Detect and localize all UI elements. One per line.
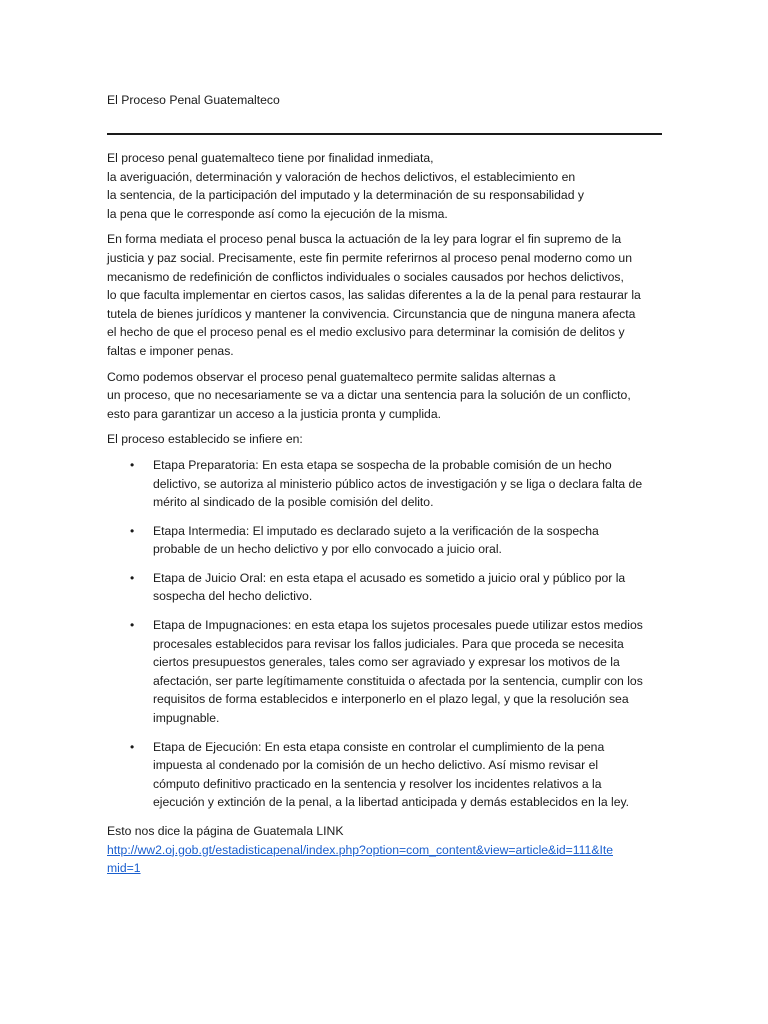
document-title: El Proceso Penal Guatemalteco: [107, 93, 280, 107]
list-item-line: impuesta al condenado por la comisión de un hecho delictivo. Así mismo revisar el: [153, 758, 599, 773]
list-item-preparatoria: [107, 456, 667, 512]
paragraph-line: un proceso, que no necesariamente se va a dictar una sentencia para la solución de un conflicto,: [107, 388, 631, 403]
paragraph-line: la pena que le corresponde así como la ejecución de la misma.: [107, 206, 448, 221]
paragraph-line: tutela de bienes jurídicos y mantener la convivencia. Circunstancia que de ninguna manera afecta: [107, 306, 636, 321]
paragraph-line: En forma mediata el proceso penal busca la actuación de la ley para lograr el fin supremo de la: [107, 232, 622, 247]
list-item-line: cómputo definitivo practicado en la sentencia y resolver los incidentes relativos a la: [153, 776, 602, 791]
list-item-line: Etapa de Juicio Oral: en esta etapa el acusado es sometido a juicio oral y público por la: [153, 570, 626, 585]
bullet-icon: •: [130, 457, 135, 472]
paragraph-line: la averiguación, determinación y valoración de hechos delictivos, el establecimiento en: [107, 169, 576, 184]
document-body: [107, 149, 667, 878]
source-link-line[interactable]: mid=1: [107, 861, 141, 876]
paragraph-line: la sentencia, de la participación del imputado y la determinación de su responsabilidad y: [107, 188, 584, 203]
source-text: Esto nos dice la página de Guatemala LINK: [107, 824, 344, 838]
list-item-line: ciertos presupuestos generales, tales como ser agraviado y expresar los motivos de la: [153, 655, 620, 670]
bullet-icon: •: [130, 570, 135, 585]
list-item-line: requisitos de forma establecidos e interponerlo en el plazo legal, y que la resolución sea: [153, 692, 629, 707]
paragraph-stages-intro: [107, 430, 667, 449]
list-item-line: afectación, ser parte legítimamente constituida o afectada por la sentencia, cumplir con los: [153, 673, 643, 688]
title-divider: [107, 133, 662, 135]
list-item-line: Etapa de Ejecución: En esta etapa consiste en controlar el cumplimiento de la pena: [153, 739, 605, 754]
list-item-line: ejecución y extinción de la penal, a la libertad anticipada y demás establecidos en la ley.: [153, 795, 630, 810]
list-item-line: Etapa de Impugnaciones: en esta etapa los sujetos procesales puede utilizar estos medios: [153, 618, 643, 633]
source-note: [107, 822, 667, 841]
list-item-line: delictivo, se autoriza al ministerio público actos de investigación y se liga o declara falta de: [153, 476, 643, 491]
list-item-line: Etapa Preparatoria: En esta etapa se sospecha de la probable comisión de un hecho: [153, 457, 612, 472]
paragraph-alternatives: [107, 368, 667, 424]
stages-list: [107, 456, 667, 812]
list-item-line: mérito al sindicado de la posible comisión del delito.: [153, 495, 434, 510]
source-link-line[interactable]: http://ww2.oj.gob.gt/estadisticapenal/index.php?option=com_content&view=article&id=111&Ite: [107, 842, 613, 857]
paragraph-line: faltas e imponer penas.: [107, 343, 234, 358]
source-link[interactable]: [107, 841, 667, 878]
paragraph-line: esto para garantizar un acceso a la justicia pronta y cumplida.: [107, 406, 441, 421]
list-item-line: impugnable.: [153, 711, 220, 726]
list-item-line: Etapa Intermedia: El imputado es declarado sujeto a la verificación de la sospecha: [153, 523, 599, 538]
paragraph-line: El proceso penal guatemalteco tiene por finalidad inmediata,: [107, 151, 434, 165]
list-item-intermedia: [107, 522, 667, 559]
bullet-icon: •: [130, 523, 135, 538]
paragraph-line: mecanismo de redefinición de conflictos individuales o sociales causados por hechos delictivos,: [107, 269, 624, 284]
list-item-impugnaciones: [107, 616, 667, 728]
paragraph-line: lo que faculta implementar en ciertos casos, las salidas diferentes a la de la penal para restaurar la: [107, 288, 641, 303]
list-item-juicio-oral: [107, 569, 667, 606]
paragraph-intro: [107, 149, 667, 223]
list-item-ejecucion: [107, 738, 667, 812]
paragraph-line: Como podemos observar el proceso penal guatemalteco permite salidas alternas a: [107, 369, 556, 384]
paragraph-mediate: [107, 230, 667, 360]
paragraph-line: justicia y paz social. Precisamente, este fin permite referirnos al proceso penal moderno como un: [107, 250, 632, 265]
paragraph-line: el hecho de que el proceso penal es el medio exclusivo para determinar la comisión de delitos y: [107, 325, 625, 340]
bullet-icon: •: [130, 739, 135, 754]
list-item-line: procesales establecidos para revisar los fallos judiciales. Para que proceda se necesita: [153, 636, 624, 651]
list-item-line: probable de un hecho delictivo y por ello convocado a juicio oral.: [153, 542, 502, 557]
paragraph-line: El proceso establecido se infiere en:: [107, 432, 303, 447]
list-item-line: sospecha del hecho delictivo.: [153, 589, 313, 604]
bullet-icon: •: [130, 618, 135, 633]
